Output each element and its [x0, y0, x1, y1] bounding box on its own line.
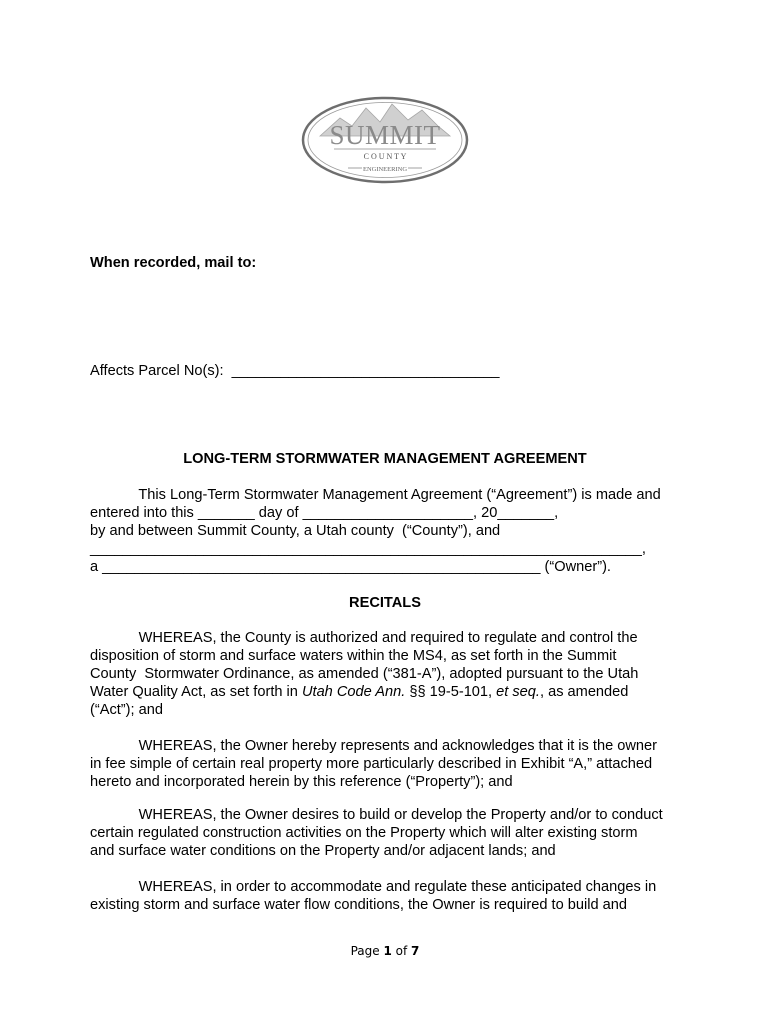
of-word: of	[391, 944, 412, 958]
agreement-title: LONG-TERM STORMWATER MANAGEMENT AGREEMENT	[183, 451, 587, 467]
text-span: §§ 19-5-101,	[405, 684, 497, 700]
page-footer	[0, 944, 770, 958]
intro-line-1: This Long-Term Stormwater Management Agreement (“Agreement”) is made and	[90, 487, 661, 503]
text-span: Water Quality Act, as set forth in	[90, 684, 302, 700]
intro-line-5: a ______________________________________________________ (“Owner”).	[90, 559, 611, 575]
intro-line-4: ____________________________________________________________________,	[90, 541, 646, 557]
citation-italic: Utah Code Ann.	[301, 684, 406, 700]
text-span: , as amended	[539, 684, 629, 700]
et-seq-italic: et seq.	[496, 684, 540, 700]
logo-name: SUMMIT	[329, 120, 441, 150]
page-word: Page	[350, 944, 384, 958]
intro-line-3: by and between Summit County, a Utah county (“County”), and	[90, 523, 501, 539]
recital-4-line-1: WHEREAS, in order to accommodate and regulate these anticipated changes in	[90, 879, 657, 895]
logo-county: C O U N T Y	[363, 152, 407, 161]
recital-2-line-1: WHEREAS, the Owner hereby represents and acknowledges that it is the owner	[90, 738, 657, 754]
recital-2-line-3: hereto and incorporated herein by this reference (“Property”); and	[90, 774, 513, 790]
page-number: 1	[383, 944, 392, 958]
intro-line-2: entered into this _______ day of _____________________, 20_______,	[90, 505, 559, 521]
recital-1-line-1: WHEREAS, the County is authorized and required to regulate and control the	[90, 630, 638, 646]
recital-1-line-2: disposition of storm and surface waters within the MS4, as set forth in the Summit	[90, 648, 617, 664]
recitals-heading: RECITALS	[349, 595, 421, 611]
parcel-field: Affects Parcel No(s): _________________________________	[90, 363, 500, 379]
recital-3-line-1: WHEREAS, the Owner desires to build or develop the Property and/or to conduct	[90, 807, 663, 823]
logo-dept: ENGINEERING	[362, 166, 408, 173]
summit-county-logo	[300, 96, 470, 184]
recital-3-line-2: certain regulated construction activities on the Property which will alter existing storm	[90, 825, 638, 841]
recital-4-line-2: existing storm and surface water flow conditions, the Owner is required to build and	[90, 897, 627, 913]
recital-1-line-3: County Stormwater Ordinance, as amended (“381-A”), adopted pursuant to the Utah	[90, 666, 639, 682]
recital-1-line-5: (“Act”); and	[90, 702, 163, 718]
recital-3-line-3: and surface water conditions on the Property and/or adjacent lands; and	[90, 843, 556, 859]
recital-2-line-2: in fee simple of certain real property more particularly described in Exhibit “A,” attached	[90, 756, 653, 772]
mail-to-label: When recorded, mail to:	[90, 255, 257, 271]
recital-1-line-4	[90, 683, 628, 701]
page-total: 7	[411, 944, 420, 958]
